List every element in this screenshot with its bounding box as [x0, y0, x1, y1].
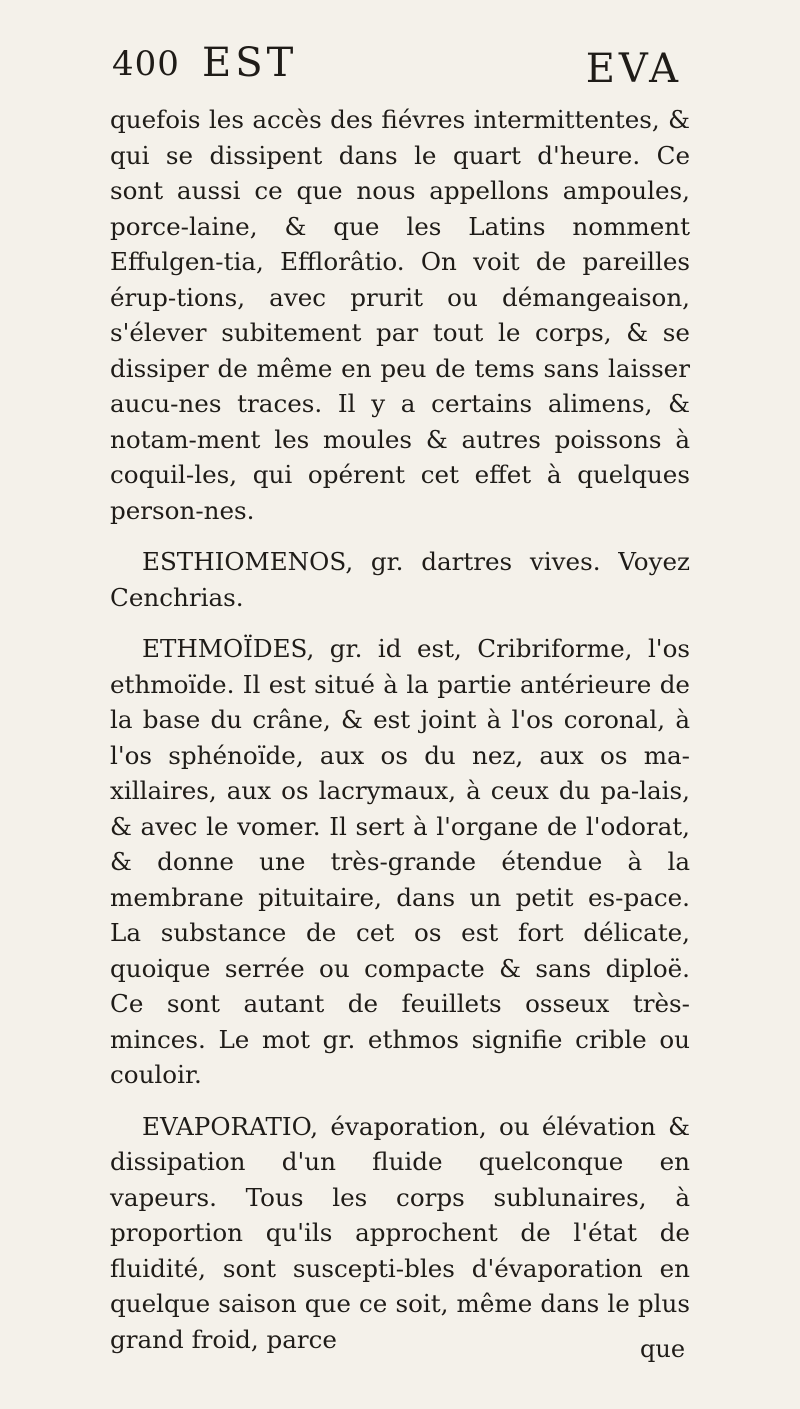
running-head-left: EST: [202, 40, 298, 86]
running-header: [112, 40, 682, 100]
page-body: [110, 102, 690, 1357]
entry-evaporatio: EVAPORATIO, évaporation, ou élévation & dissipation d'un fluide quelconque en vapeurs. Tous les corps sublunaires, à proportion qu'ils approchent de l'état de fluidité, sont suscepti-bles d'évaporation en quelque saison que ce soit, même dans le plus grand froid, parce: [110, 1111, 690, 1354]
page-number: 400: [112, 44, 180, 84]
catchword: que: [640, 1335, 686, 1363]
paragraph-continuation: quefois les accès des fiévres intermittentes, & qui se dissipent dans le quart d'heure. Ce sont aussi ce que nous appellons ampoules, porce-laine, & que les Latins nomment Effulgen-tia, Efflorâtio. On voit de pareilles érup-tions, avec prurit ou démangeaison, s'élever subitement par tout le corps, & se dissiper de même en peu de tems sans laisser aucu-nes traces. Il y a certains alimens, & notam-ment les moules & autres poissons à coquil-les, qui opérent cet effet à quelques person-nes.: [110, 105, 690, 525]
running-head-right: EVA: [585, 46, 682, 92]
entry-ethmoides: ETHMOÏDES, gr. id est, Cribriforme, l'os ethmoïde. Il est situé à la partie antérieure de la base du crâne, & est joint à l'os coronal, à l'os sphénoïde, aux os du nez, aux os ma-xillaires, aux os lacrymaux, à ceux du pa-lais, & avec le vomer. Il sert à l'organe de l'odorat, & donne une très-grande étendue à la membrane pituitaire, dans un petit es-pace. La substance de cet os est fort délicate, quoique serrée ou compacte & sans diploë. Ce sont autant de feuillets osseux très-minces. Le mot gr. ethmos signifie crible ou couloir.: [110, 634, 690, 1089]
entry-esthiomenos: ESTHIOMENOS, gr. dartres vives. Voyez Cenchrias.: [110, 547, 690, 612]
